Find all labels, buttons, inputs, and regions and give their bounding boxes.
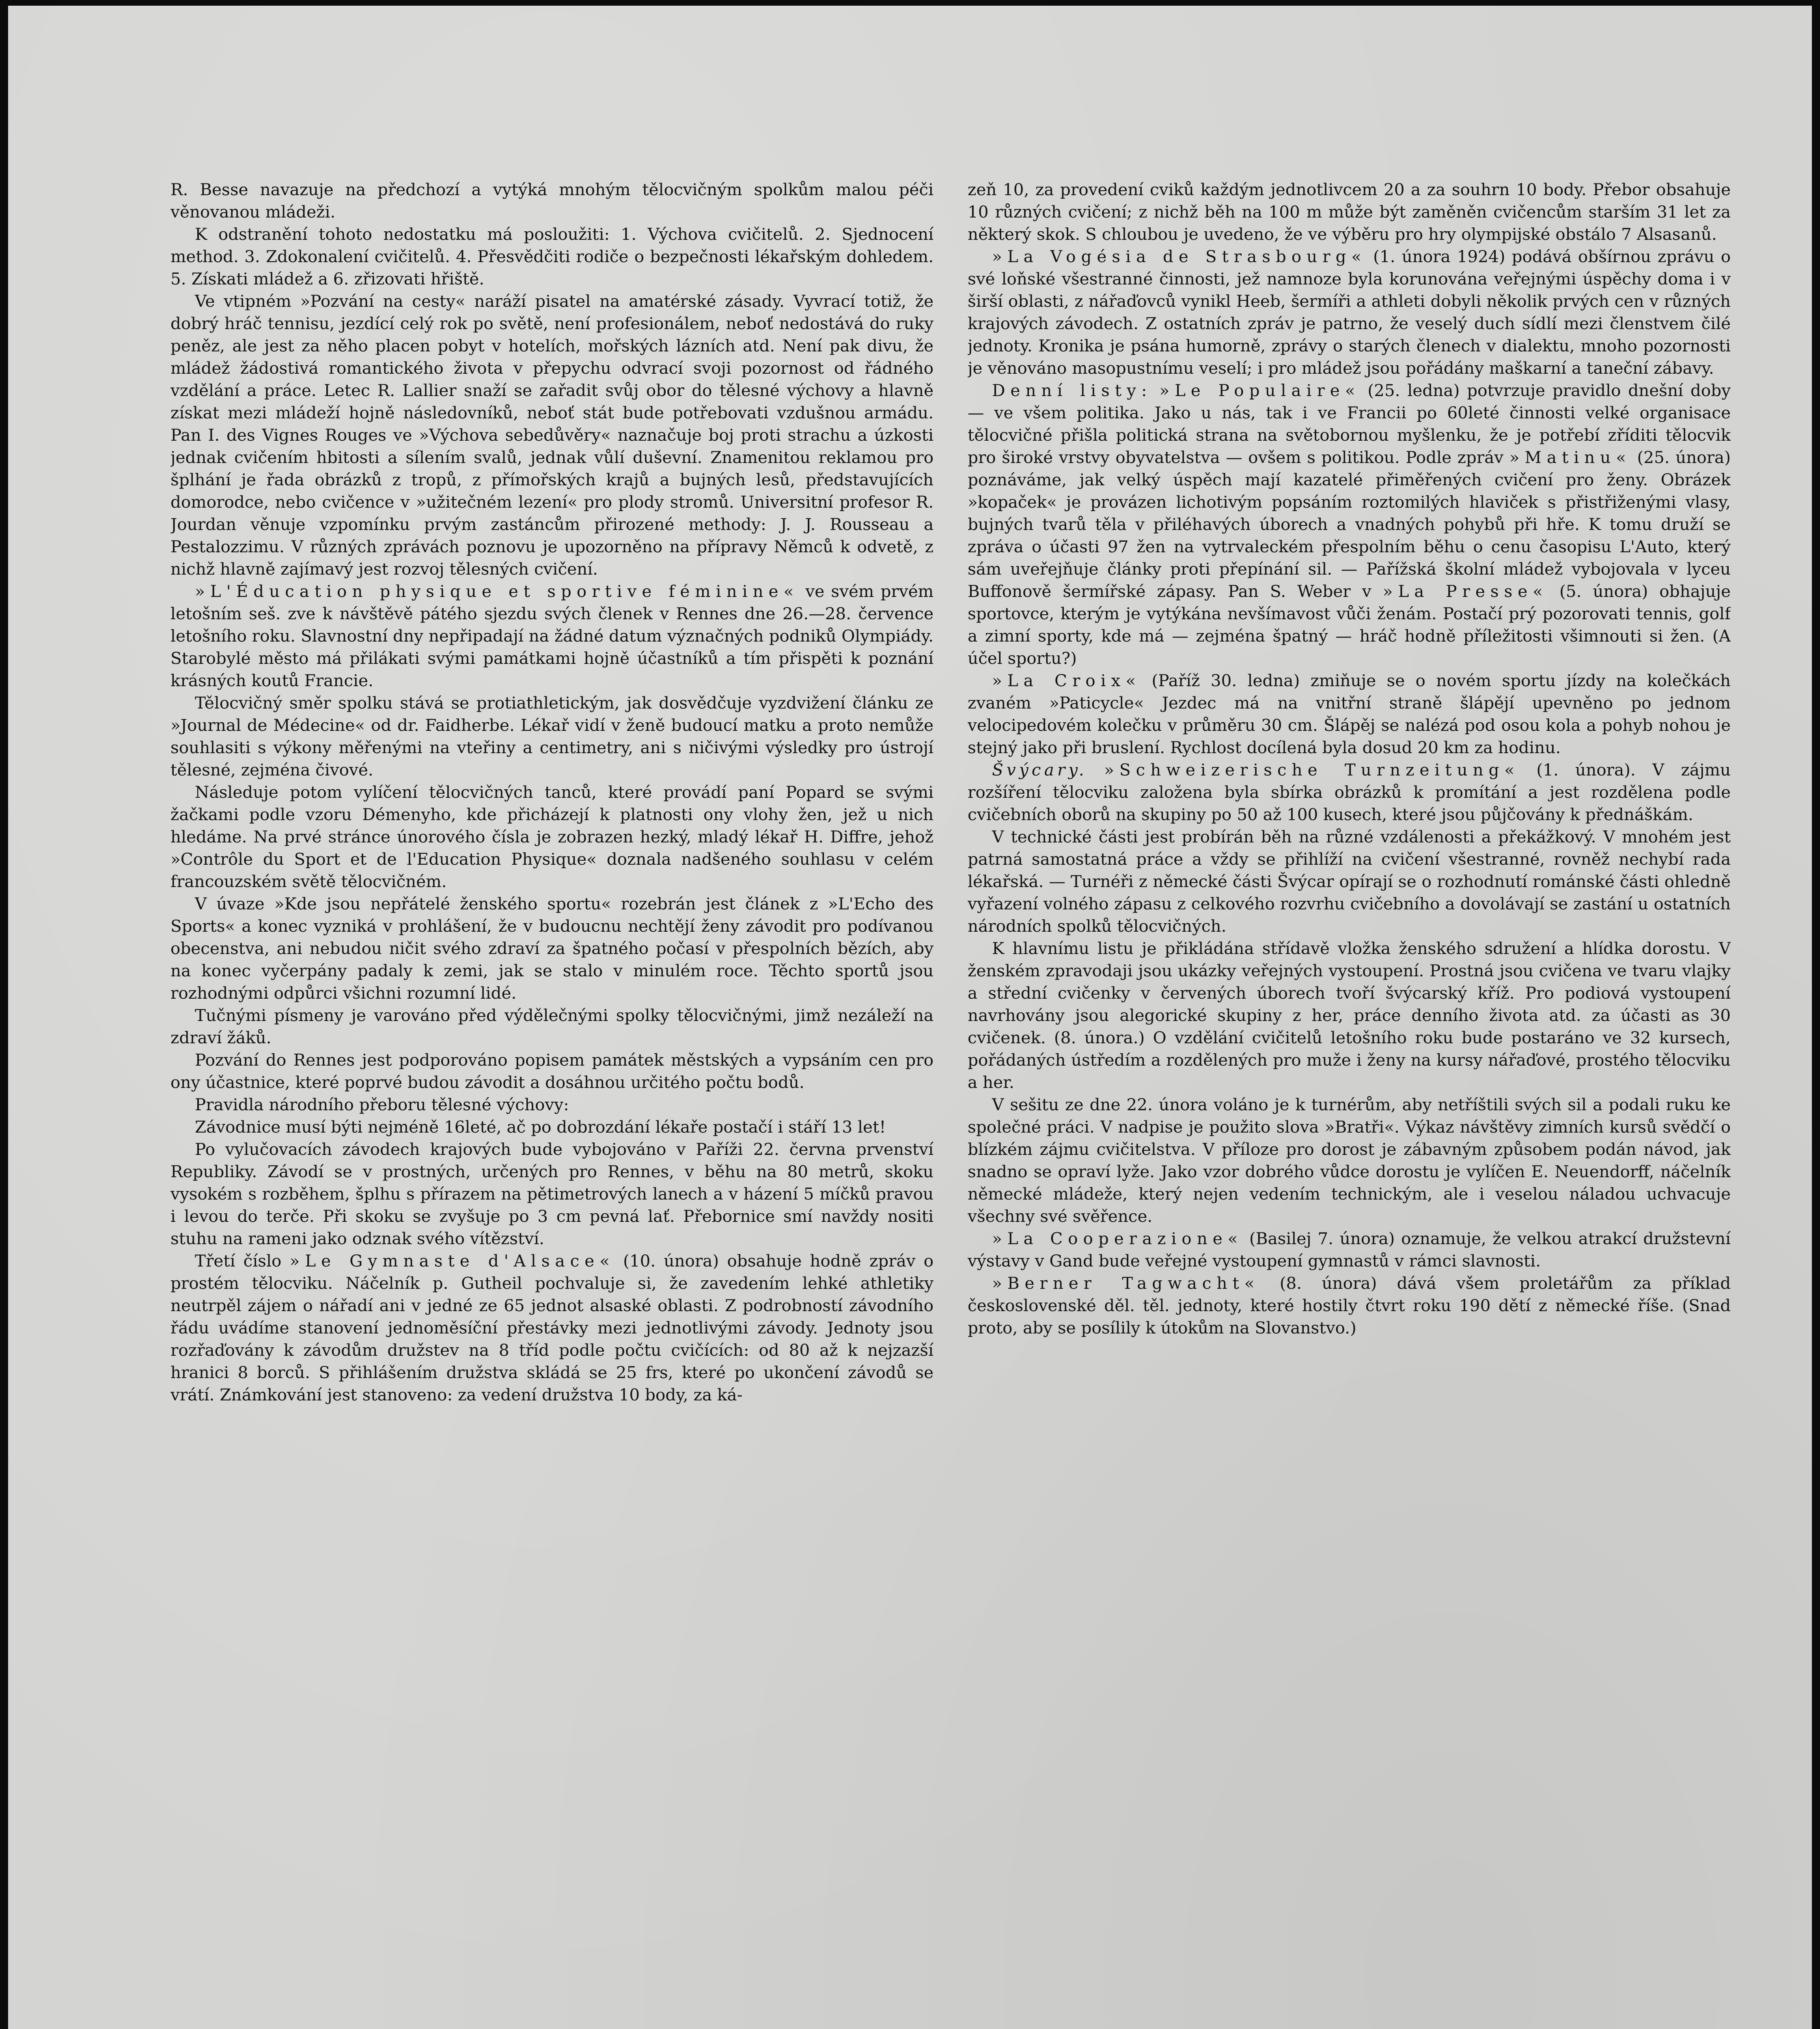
- paragraph: [170, 1250, 934, 1406]
- section-heading: Denní listy:: [992, 381, 1152, 400]
- paragraph: Následuje potom vylíčení tělocvičných tanců, které provádí paní Popard se svými žačkami podle vzoru Démenyho, kde přicházejí k platnosti ony vlohy žen, jež u nich hledáme. Na prvé stránce únorového čísla je zobrazen hezký, mladý lékař H. Diffre, jehož »Contrôle du Sport et de l'Education Physique« doznala nadšeného souhlasu v celém francouzském světě tělocvičném.: [170, 782, 934, 891]
- left-column: [170, 179, 934, 2029]
- paragraph: K odstranění tohoto nedostatku má posloužiti: 1. Výchova cvičitelů. 2. Sjednocení method. 3. Zdokonalení cvičitelů. 4. Přesvědčiti rodiče o bezpečnosti lékařským dohledem. 5. Získati mládež a 6. zřizovati hřiště.: [170, 224, 934, 289]
- periodical-title: »Berner Tagwacht«: [992, 1273, 1260, 1293]
- paragraph: [968, 1228, 1731, 1272]
- document-page: [8, 6, 1812, 2029]
- paragraph: V technické části jest probírán běh na různé vzdálenosti a překážkový. V mnohém jest patrná samostatná práce a vždy se přihlíží na cvičení všestranné, rovněž nechybí rada lékařská. — Turnéři z německé části Švýcar opírají se o rozhodnutí románské části ohledně vyřazení volného zápasu z celkového rozvrhu cvičebního a dovolávají se zastání u ostatních národních spolků tělocvičných.: [968, 827, 1731, 936]
- section-heading: Švýcary.: [992, 760, 1087, 780]
- paragraph: Tučnými písmeny je varováno před výdělečnými spolky tělocvičnými, jimž nezáleží na zdraví žáků.: [170, 1006, 934, 1047]
- paragraph-text: (Basilej 7. února) oznamuje, že velkou atrakcí družstevní výstavy v Gand bude veřejné vystoupení gymnastů v rámci slavnosti.: [968, 1229, 1731, 1271]
- paragraph-text: (1. února 1924) podává obšírnou zprávu o své loňské všestranné činnosti, jež namnoze byla korunována veřejnými úspěchy doma i v širší oblasti, z nářaďovců vynikl Heeb, šermíři a athleti dobyli několik prvých cen v různých krajových závodech. Z ostatních zpráv je patrno, že veselý duch sídlí mezi členstvem čilé jednoty. Kronika je psána humorně, zprávy o starých členech v dialektu, mnoho pozornosti je věnováno masopustnímu veselí; i pro mládež jsou pořádány maškarní a taneční zábavy.: [968, 247, 1731, 378]
- paragraph: V sešitu ze dne 22. února voláno je k turnérům, aby netříštili svých sil a podali ruku ke společné práci. V nadpise je použito slova »Bratři«. Výkaz návštěvy zimních kursů svědčí o blízkém zájmu cvičitelstva. V příloze pro dorost je zábavným způsobem podán návod, jak snadno se opraví lyže. Jako vzor dobrého vůdce dorostu je vylíčen E. Neuendorff, náčelník německé mládeže, který nejen vedením technickým, ale i veselou náladou uchvacuje všechny své svěřence.: [968, 1095, 1731, 1226]
- right-column: [968, 179, 1731, 2029]
- paragraph: [968, 1272, 1731, 1339]
- paragraph-text: (25. února) poznáváme, jak velký úspěch mají kazatelé přiměřených cvičení pro ženy. Obrázek »kopaček« je provázen lichotivým popsáním roztomilých hlaviček s přistřiženými vlasy, bujných tvarů těla v přiléhavých úborech a vnadných pohybů při hře. K tomu druží se zpráva o účasti 97 žen na vytrvaleckém přespolním běhu o cenu časopisu L'Auto, který sám uveřejňuje články proti přepínání sil. — Pařížská školní mládež vybojovala v lyceu Buffonově šermířské zápasy. Pan S. Weber v: [968, 448, 1731, 601]
- paragraph: zeň 10, za provedení cviků každým jednotlivcem 20 a za souhrn 10 body. Přebor obsahuje 10 různých cvičení; z nichž běh na 100 m může být zaměněn cvičencům starším 31 let za některý skok. S chloubou je uvedeno, že ve výběru pro hry olympijské obstálo 7 Alsasanů.: [968, 180, 1731, 244]
- paragraph-text: (Paříž 30. ledna) zmiňuje se o novém sportu jízdy na kolečkách zvaném »Paticycle« Jezdec má na vnitřní straně šlápějí upevněno po jednom velocipedovém kolečku v průměru 30 cm. Šlápěj se nalézá pod osou kola a pohyb nohou je stejný jako při bruslení. Rychlost docílená byla dosud 20 km za hodinu.: [968, 671, 1731, 757]
- paragraph: Ve vtipném »Pozvání na cesty« naráží pisatel na amatérské zásady. Vyvrací totiž, že dobrý hráč tennisu, jezdící celý rok po světě, není profesionálem, neboť nedostává do ruky peněz, ale jest za něho placen pobyt v hotelích, mořských lázních atd. Není pak divu, že mládež žádostivá romantického života v přepychu odvrací svoji pozornost od řádného vzdělání a práce. Letec R. Lallier snaží se zařadit svůj obor do tělesné výchovy a hlavně získat mezi mládeží hojně následovníků, neboť stát bude potřebovati vzdušnou armádu. Pan I. des Vignes Rouges ve »Výchova sebedůvěry« naznačuje boj proti strachu a úzkosti jednak cvičením hbitosti a sílením svalů, jednak vůlí duševní. Znamenitou reklamou pro šplhání je řada obrázků z tropů, z přímořských krajů a bujných lesů, představujících domorodce, nebo cvičence v »užitečném lezení« pro plody stromů. Universitní profesor R. Jourdan věnuje vzpomínku prvým zastáncům přirozené methody: J. J. Rousseau a Pestalozzimu. V různých zprávách poznovu je upozorněno na přípravy Němců k odvetě, z nichž hlavně zajímavý jest rozvoj tělesných cvičení.: [170, 291, 934, 579]
- periodical-title: »La Presse«: [1382, 582, 1548, 601]
- periodical-title: »La Cooperazione«: [992, 1229, 1243, 1248]
- paragraph: Pozvání do Rennes jest podporováno popisem památek městských a vypsáním cen pro ony účastnice, které poprvé budou závodit a dosáhnou určitého počtu bodů.: [170, 1050, 934, 1092]
- paragraph: Tělocvičný směr spolku stává se protiathletickým, jak dosvědčuje vyzdvižení článku ze »Journal de Médecine« od dr. Faidherbe. Lékař vidí v ženě budoucí matku a proto nemůže souhlasiti s výkony měřenými na vteřiny a centimetry, ani s ničivými výsledky pro ústrojí tělesné, zejména čivové.: [170, 693, 934, 780]
- paragraph: [170, 580, 934, 692]
- paragraph: Po vylučovacích závodech krajových bude vybojováno v Paříži 22. června prvenství Republiky. Závodí se v prostných, určených pro Rennes, v běhu na 80 metrů, skoku vysokém s rozběhem, šplhu s přírazem na pětimetrových lanech a v házení 5 míčků pravou i levou do terče. Při skoku se zvyšuje po 3 cm pevná lať. Přebornice smí navždy nositi stuhu na rameni jako odznak svého vítězství.: [170, 1139, 934, 1248]
- paragraph-text: (25. ledna) potvrzuje pravidlo dnešní doby — ve všem politika. Jako u nás, tak i ve Francii po 60leté činnosti velké organisace tělocvičné přišla politická strana na světobornou myšlenku, že je potřebí zříditi tělocvik pro široké vrstvy obyvatelstva — ovšem s politikou. Podle zpráv: [968, 381, 1731, 467]
- periodical-title: »La Croix«: [992, 671, 1141, 690]
- paragraph: K hlavnímu listu je přikládána střídavě vložka ženského sdružení a hlídka dorostu. V ženském zpravodaji jsou ukázky veřejných vystoupení. Prostná jsou cvičena ve tvaru vlajky a střední cvičenky v červených úborech tvoří švýcarský kříž. Pro podiová vystoupení navrhovány jsou alegorické skupiny z her, práce denního života atd. za účasti as 30 cvičenek. (8. února.) O vzdělání cvičitelů letošního roku bude postaráno ve 32 kursech, pořádaných ústředím a rozdělených pro muže i ženy na kursy nářaďové, prostého tělocviku a her.: [968, 939, 1731, 1092]
- paragraph: Pravidla národního přeboru tělesné výchovy:: [195, 1095, 569, 1114]
- periodical-title: »Le Gymnaste d'Alsace«: [289, 1251, 615, 1271]
- periodical-title: »L'Éducation physique et sportive féminine«: [195, 582, 799, 601]
- paragraph-text: (8. února) dává všem proletářům za příklad československé děl. těl. jednoty, které hostily čtvrt roku 190 dětí z německé říše. (Snad proto, aby se posílily k útokům na Slovanstvo.): [968, 1273, 1731, 1338]
- paragraph-text: ve svém prvém letošním seš. zve k návštěvě pátého sjezdu svých členek v Rennes dne 26.—28. července letošního roku. Slavnostní dny nepřipadají na žádné datum význačných podniků Olympiády. Starobylé město má přilákati svými památkami hojně účastníků a tím přispěti k poznání krásných koutů Francie.: [170, 582, 934, 690]
- paragraph-text: (1. února). V zájmu rozšíření tělocviku založena byla sbírka obrázků k promítání a jest rozdělena podle cvičebních oborů na skupiny po 50 až 100 kusech, které jsou půjčovány k přednáškám.: [968, 760, 1731, 824]
- periodical-title: »Le Populaire«: [1159, 381, 1361, 400]
- paragraph-text: (5. února) obhajuje sportovce, kterým je vytýkána nevšímavost vůči ženám. Postačí prý pozorovati tennis, golf a zimní sporty, kde má — zejména špatný — hráč hodně příležitosti všimnouti si žen. (A účel sportu?): [968, 582, 1731, 668]
- periodical-title: »La Vogésia de Strasbourg«: [992, 247, 1367, 266]
- periodical-title: »Matinu«: [1509, 448, 1631, 467]
- paragraph: [968, 670, 1731, 759]
- paragraph-text: Třetí číslo: [195, 1251, 290, 1271]
- paragraph: [968, 759, 1731, 826]
- periodical-title: »Schweizerische Turnzeitung«: [1104, 760, 1520, 780]
- paragraph: Závodnice musí býti nejméně 16leté, ač po dobrozdání lékaře postačí i stáří 13 let!: [195, 1117, 886, 1137]
- paragraph: V úvaze »Kde jsou nepřátelé ženského sportu« rozebrán jest článek z »L'Echo des Sports« a konec vyzniká v prohlášení, že v budoucnu nechtějí ženy závodit pro podívanou obecenstva, ani nebudou ničit svého zdraví za špatného počasí v přespolních bězích, aby na konec vyčerpány padaly k zemi, jak se stalo v minulém roce. Těchto sportů jsou rozhodnými odpůrci všichni rozumní lidé.: [170, 894, 934, 1003]
- paragraph: [968, 246, 1731, 379]
- paragraph-text: (10. února) obsahuje hodně zpráv o prostém tělocviku. Náčelník p. Gutheil pochvaluje si, že zavedením lehké athletiky neutrpěl zájem o nářadí ani v jedné ze 65 jednot alsaské oblasti. Z podrobností závodního řádu uvádíme stanovení jednoměsíční přestávky mezi jednotlivými závody. Jednoty jsou rozřaďovány k závodům družstev na 8 tříd podle počtu cvičících: od 80 až k nejzazší hranici 8 borců. S přihlášením družstva skládá se 25 frs, které po ukončení závodů se vrátí. Známkování jest stanoveno: za vedení družstva 10 body, za ká-: [170, 1251, 934, 1404]
- paragraph: [968, 379, 1731, 670]
- paragraph: R. Besse navazuje na předchozí a vytýká mnohým tělocvičným spolkům malou péči věnovanou mládeži.: [170, 180, 934, 222]
